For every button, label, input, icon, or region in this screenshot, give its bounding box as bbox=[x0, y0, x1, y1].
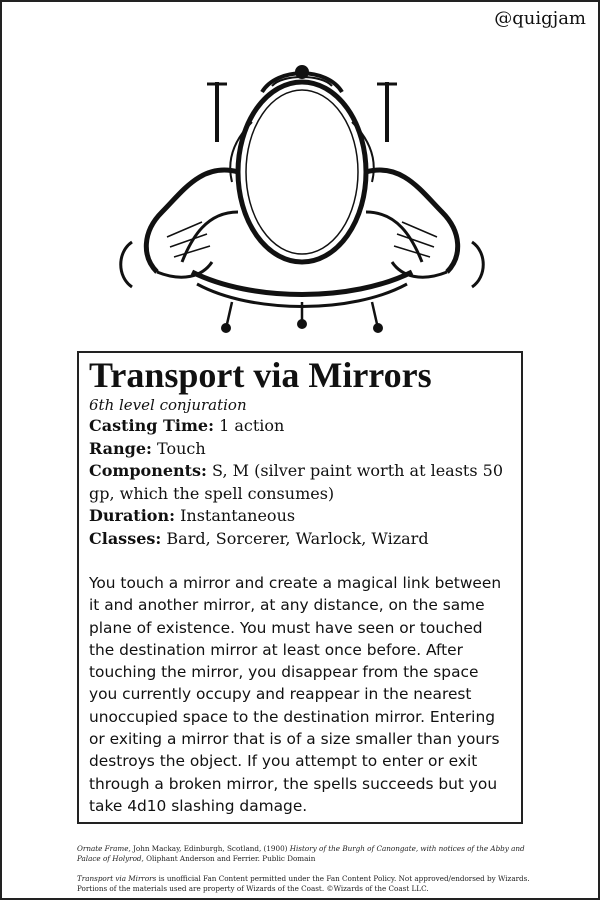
duration-value: Instantaneous bbox=[180, 506, 296, 525]
spell-level-school: 6th level conjuration bbox=[89, 396, 247, 414]
frame-author: John Mackay, Edinburgh, Scotland, (1900) bbox=[130, 844, 290, 853]
publisher: Oliphant Anderson and Ferrier. Public Domain bbox=[143, 854, 316, 863]
spell-title: Transport via Mirrors bbox=[89, 355, 432, 395]
components-label: Components: bbox=[89, 461, 207, 480]
classes-value: Bard, Sorcerer, Warlock, Wizard bbox=[166, 528, 429, 548]
casting-time-line bbox=[89, 415, 511, 438]
range-line bbox=[89, 438, 511, 461]
legal-notice bbox=[77, 874, 537, 894]
spell-description: You touch a mirror and create a magical link between it and another mirror, at any distance, on the same plane of existence. You must have seen or touched the destination mirror at least once before. After touching the mirror, you disappear from the space you currently occupy and reappear in the nearest unoccupied space to the destination mirror. Entering or exiting a mirror that is of a size smaller than yours destroys the object. If you attempt to enter or exit through a broken mirror, the spells succeeds but you take 4d10 slashing damage. bbox=[89, 574, 502, 815]
spell-card bbox=[77, 351, 523, 824]
legal-work-title: Transport via Mirrors bbox=[77, 874, 157, 883]
duration-line bbox=[89, 505, 511, 528]
range-label: Range: bbox=[89, 438, 152, 458]
book-title: History of the Burgh of Canongate, with notices of the Abby and Palace of Holyrod, bbox=[77, 844, 525, 863]
author-handle: @quigjam bbox=[494, 8, 586, 29]
range-value: Touch bbox=[157, 438, 206, 458]
casting-time-label: Casting Time: bbox=[89, 416, 214, 435]
duration-label: Duration: bbox=[89, 506, 175, 525]
classes-label: Classes: bbox=[89, 528, 162, 548]
components-value: S, M (silver paint worth at leasts 50 gp, which the spell consumes) bbox=[89, 461, 503, 503]
frame-title: Ornate Frame, bbox=[77, 844, 131, 853]
casting-time-value: 1 action bbox=[219, 416, 285, 435]
legal-text: is unofficial Fan Content permitted under the Fan Content Policy. Not approved/endorsed by Wizards. Portions of the materials used are property of Wizards of the Coast. ©Wizards of the Coast LLC. bbox=[77, 874, 530, 893]
image-credits bbox=[77, 844, 537, 864]
ornate-mirror-frame-icon bbox=[112, 62, 492, 334]
classes-line bbox=[89, 528, 511, 551]
components-line bbox=[89, 460, 511, 505]
